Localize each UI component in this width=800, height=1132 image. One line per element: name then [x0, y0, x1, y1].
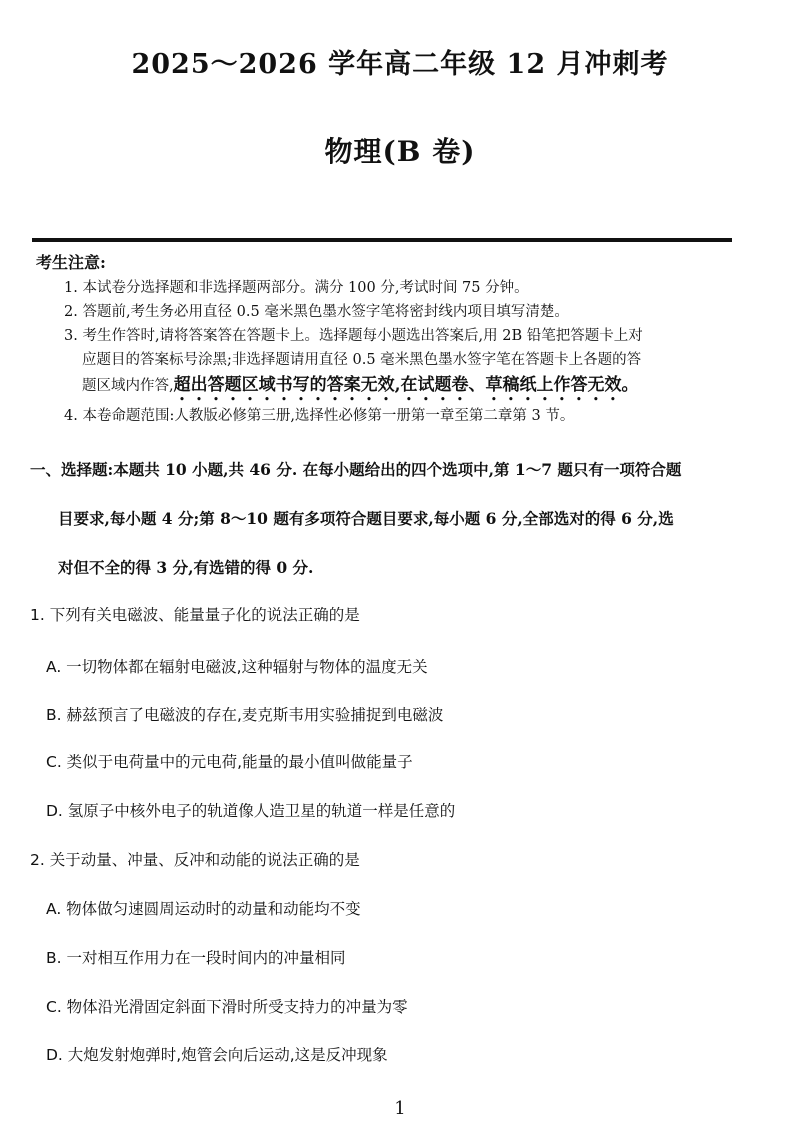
question-1-option-c: C. 类似于电荷量中的元电荷,能量的最小值叫做能量子	[46, 753, 413, 771]
question-2-option-b: B. 一对相互作用力在一段时间内的冲量相同	[46, 949, 346, 967]
notice-item-3-emphasis: 超出答题区域书写的答案无效,在试题卷、草稿纸上作答无效。	[173, 375, 639, 395]
notice-heading: 考生注意:	[36, 253, 106, 272]
question-2-option-c: C. 物体沿光滑固定斜面下滑时所受支持力的冲量为零	[46, 998, 408, 1016]
notice-item-1: 1. 本试卷分选择题和非选择题两部分。满分 100 分,考试时间 75 分钟。	[64, 280, 529, 296]
section-1-line-3: 对但不全的得 3 分,有选错的得 0 分.	[58, 558, 314, 577]
question-1-option-b: B. 赫兹预言了电磁波的存在,麦克斯韦用实验捕捉到电磁波	[46, 706, 444, 724]
page-number: 1	[394, 1098, 406, 1119]
notice-item-3-text: 题区域内作答,	[82, 378, 174, 394]
question-1-stem: 1. 下列有关电磁波、能量量子化的说法正确的是	[30, 606, 360, 624]
notice-item-3-line-2: 应题目的答案标号涂黑;非选择题请用直径 0.5 毫米黑色墨水签字笔在答题卡上各题的答	[82, 352, 642, 368]
question-1-option-d: D. 氢原子中核外电子的轨道像人造卫星的轨道一样是任意的	[46, 802, 456, 820]
exam-subtitle: 物理(B 卷)	[324, 135, 476, 168]
notice-item-3-line-1: 3. 考生作答时,请将答案答在答题卡上。选择题每小题选出答案后,用 2B 铅笔把答题卡上对	[64, 328, 643, 344]
question-1-option-a: A. 一切物体都在辐射电磁波,这种辐射与物体的温度无关	[46, 658, 428, 676]
notice-item-2: 2. 答题前,考生务必用直径 0.5 毫米黑色墨水签字笔将密封线内项目填写清楚。	[64, 304, 569, 320]
question-2-option-a: A. 物体做匀速圆周运动时的动量和动能均不变	[46, 900, 361, 918]
question-2-stem: 2. 关于动量、冲量、反冲和动能的说法正确的是	[30, 851, 360, 869]
notice-item-4: 4. 本卷命题范围:人教版必修第三册,选择性必修第一册第一章至第二章第 3 节。	[64, 408, 575, 424]
section-1-line-2: 目要求,每小题 4 分;第 8～10 题有多项符合题目要求,每小题 6 分,全部选对的得 6 分,选	[58, 509, 674, 528]
header-divider	[32, 238, 732, 242]
question-2-option-d: D. 大炮发射炮弹时,炮管会向后运动,这是反冲现象	[46, 1046, 388, 1064]
exam-title: 2025～2026 学年高二年级 12 月冲刺考	[131, 49, 669, 80]
notice-item-3-line-3	[82, 370, 639, 405]
section-1-line-1: 一、选择题:本题共 10 小题,共 46 分. 在每小题给出的四个选项中,第 1～7 题只有一项符合题	[30, 460, 682, 479]
